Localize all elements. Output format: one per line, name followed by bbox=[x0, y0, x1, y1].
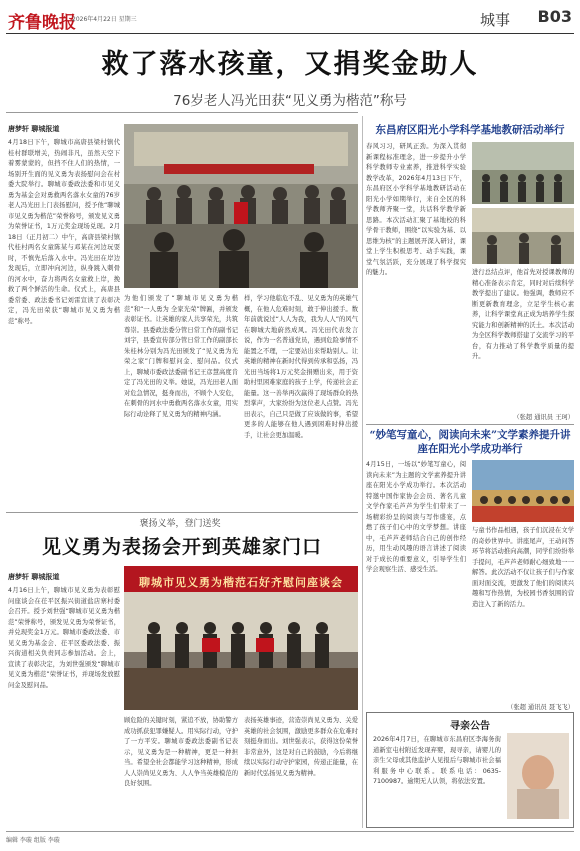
notice-title: 寻亲公告 bbox=[450, 721, 490, 732]
ceremony-photo-illustration bbox=[124, 124, 358, 288]
sidebar-story1-photo-1 bbox=[472, 142, 574, 204]
notice-body: 2026年4月7日，在聊城市东昌府区李海务街道新室屯村附近发现弃婴，现寻亲，请婴儿的亲生父母或其他监护人见报后与聊城市社会福利服务中心联系。联系电话：0635-7100987。逾期无人认领，将依法安置。 bbox=[373, 736, 501, 785]
lead-headline: 救了落水孩童，又捐奖金助人 bbox=[101, 49, 479, 80]
page-number: B03 bbox=[537, 7, 572, 26]
footer-rule bbox=[6, 831, 574, 832]
second-column-2: 顾危险的关键时刻，紧追不放，协助警方成功抓获犯罪嫌疑人。用实际行动，守护了一方平安。聊城市委政法委副书记表示，见义勇为是一种精神，更是一种担当。希望全社会都能学习这种精神，形成人人崇尚见义勇为、人人争当英雄模范的良好氛围。 bbox=[124, 717, 238, 787]
second-column-3: 表扬英雄事迹，营造崇尚见义勇为、关爱英雄的社会氛围，激励更多群众在危难时刻挺身而出。刘世强表示，获得这份荣誉非常意外，这是对自己的鼓励，今后将继续以实际行动守护家园，传递正能量，在新时代弘扬见义勇为精神。 bbox=[244, 717, 358, 777]
section-name: 城事 bbox=[479, 11, 510, 29]
divider bbox=[6, 512, 358, 513]
sidebar-story1-credit: （张超 通讯员 王珂） bbox=[513, 414, 574, 421]
footer-credits: 编辑 李璇 组版 李璇 bbox=[6, 837, 60, 844]
second-byline: 唐梦轩 聊城报道 bbox=[8, 573, 60, 581]
sidebar-story1-body: 春风习习，研风正劲。为深入贯彻新课程标准理念，进一步提升小学科学教师专业素养，推进科学实验教学改革，2026年4月13日下午，东昌府区小学科学基地教研活动在阳光小学如期举行，来自全区的科学教师齐聚一堂，共话科学教学新思路。本次活动汇聚了基地校的科学骨干教师，围绕“以实验为基、以思维为核”的主题展开深入研讨，课堂上学生积极思考、动手实践，课堂气氛活跃，充分展现了科学探究的魅力。 bbox=[366, 143, 466, 276]
divider bbox=[6, 112, 358, 113]
second-photo bbox=[124, 566, 358, 710]
lecture-photo bbox=[472, 460, 574, 522]
lead-byline: 唐梦轩 聊城报道 bbox=[8, 125, 60, 133]
masthead bbox=[6, 4, 574, 34]
sidebar-story2-title: “妙笔写童心，阅读向未来”文学素养提升讲座在阳光小学成功举行 bbox=[369, 429, 571, 455]
column-divider bbox=[362, 116, 363, 828]
sidebar-story1-photo-2 bbox=[472, 208, 574, 264]
dateline: 2026年4月22日 星期三 bbox=[72, 16, 137, 23]
infant-photo bbox=[507, 733, 569, 819]
sidebar-story2-photo bbox=[472, 460, 574, 522]
divider bbox=[366, 424, 574, 425]
sidebar-story2-body-right: 与童书作品相遇，孩子们沉浸在文学的奇妙世界中。讲座尾声，王动问答环节将活动推向高潮，同学们纷纷举手提问，毛芦芦老师耐心细致地一一解答。此次活动不仅让孩子们与作家面对面交流，更激发了他们的阅读兴趣和写作热情，为校园书香氛围的营造注入了新的活力。 bbox=[472, 527, 574, 608]
sidebar-story1-title: 东昌府区阳光小学科学基地教研活动举行 bbox=[375, 124, 565, 136]
classroom-photo bbox=[472, 142, 574, 204]
notice-box bbox=[366, 712, 574, 828]
second-column-1: 4月16日上午，聊城市见义勇为表彰慰问座谈会在茌平区振兴街道盐店寨村委会召开。授予刘世强“聊城市见义勇为楷范”荣誉称号，颁发见义勇为荣誉证书，并兑现奖金1万元。聊城市委政法委、市见义勇为基金会、茌平区委政法委、振兴街道相关负责同志参加活动。会上，宣读了表彰决定，为刘世强颁发“聊城市见义勇为楷范”荣誉证书，并现场发放慰问金及慰问品。 bbox=[8, 587, 120, 689]
second-kicker: 褒扬义举，登门送奖 bbox=[139, 519, 221, 529]
lead-column-1: 4月18日下午，聊城市高唐县梁村镇代桂村群联增关，热闹非凡，虽然天空下着雾蒙蒙的，但挡不住人们的热情，一场别开生面的见义勇为表扬慰问会在村委大院举行。聊城市委政法委和市见义勇为基金会对勇救两名落水女童的76岁老人冯光田上门表扬慰问，授予他“聊城市见义勇为楷范”荣誉称号，颁发见义勇为荣誉证书，1万元奖金现场兑现。2月18日（正月初二）中午，高唐县梁村镇代桂村两名女童陈某与邓某在河边玩耍时，不慎先后落入水中。冯光田在岸边发现后，立即冲向河边，纵身跳入刺骨的河水中，奋力将两名女童救上岸，挽救了两个鲜活的生命。仪式上，高唐县委常委、政法委书记刘雷宣读了表彰决定，冯光田荣获“聊城市见义勇为楷范”称号。 bbox=[8, 139, 120, 325]
newspaper-logo: 齐鲁晚报 bbox=[8, 13, 76, 33]
sidebar-story2-credit: （张超 通讯员 聂飞飞） bbox=[507, 704, 574, 711]
notice-photo bbox=[507, 733, 569, 819]
photo-banner-text: 聊城市见义勇为楷范石好齐慰问座谈会 bbox=[139, 576, 343, 589]
sidebar-story2-body: 4月15日，一场以“妙笔写童心，阅读向未来”为主题的文学素养提升讲座在阳光小学成功举行。本次活动特邀中国作家协会会员、著名儿童文学作家毛芦芦为学生们带来了一场精彩纷呈的阅读与写作盛宴，点燃了孩子们心中的文学梦想。讲座中，毛芦芦老师结合自己的创作经历，用生动风趣的语言讲述了阅读对于成长的重要意义，引导学生们学会观察生活、感受生活。 bbox=[366, 461, 466, 573]
second-headline: 见义勇为表扬会开到英雄家门口 bbox=[41, 536, 322, 558]
sidebar-story1-body-right: 进行总结点评，他首先对授课教师的精心准备表示肯定，同时对后续科学教学提出了建议。他强调，教师应不断更新教育理念，立足学生核心素养，让科学课堂真正成为培养学生探究能力和创新精神的沃土。本次活动为全区科学教师搭建了交流学习的平台，有力推动了科学教学质量的提升。 bbox=[472, 269, 574, 360]
teaching-photo bbox=[472, 208, 574, 264]
lead-photo bbox=[124, 124, 358, 288]
lead-column-3: 样，学习他临危不乱、见义勇为的英雄气概，在他人危难时刻，敢于伸出援手。数年前就说过“人人为我，我为人人”的风气在聊城大地蔚然成风。冯光田代表发言说，作为一名普通党员，遇到危险事情不能置之不理，一定要站出来帮助别人。让英雄的精神在新时代得到传承和弘扬，冯光田当场将1万元奖金捐赠出来，用于资助村里困难家庭的孩子上学，传递社会正能量。这一善举再次赢得了现场群众的热烈掌声，大家纷纷为这位老人点赞。冯光田表示，自己只是做了应该做的事，希望更多的人能够在他人遇到困难时伸出援手，让社会更加温暖。 bbox=[244, 295, 358, 439]
lead-column-2: 为他们颁发了“聊城市见义勇为楷范”和“一人勇为 全家光荣”牌匾，并颁发表彰证书。让英雄的家人共享荣光，共筑尊崇。县委政法委分管日常工作的副书记刘宇，县委宣传部分管日常工作的副部长朱桂林分别为冯光田颁发了“见义勇为光荣之家”门牌和慰问金、慰问品。仪式上，聊城市委政法委副书记王彦慧高度肯定了冯光田的义举。她说，冯光田老人面对危急情况，挺身而出，不顾个人安危，在刺骨的河水中勇救两名落水女童，用实际行动诠释了见义勇为的精神内涵。 bbox=[124, 295, 238, 418]
lead-subtitle: 76岁老人冯光田获“见义勇为楷范”称号 bbox=[173, 93, 407, 109]
